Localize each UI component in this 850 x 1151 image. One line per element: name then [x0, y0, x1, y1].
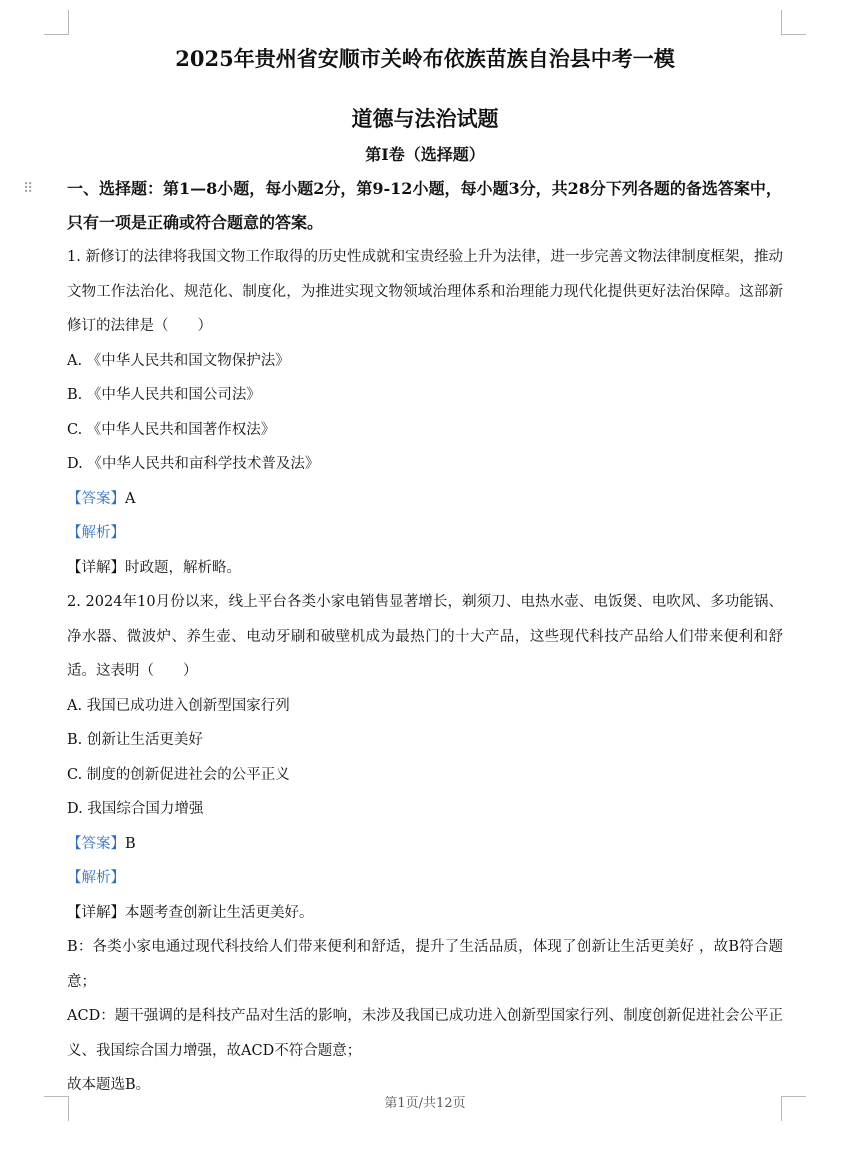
- option-c: C. 《中华人民共和国著作权法》: [67, 421, 276, 438]
- option-d: D. 我国综合国力增强: [67, 801, 204, 817]
- section-heading: [23, 172, 783, 240]
- conclusion: 故本题选B。: [67, 1077, 151, 1093]
- document-subtitle: 道德与法治试题: [351, 106, 499, 131]
- option-c: C. 制度的创新促进社会的公平正义: [67, 766, 290, 783]
- option-a: A. 《中华人民共和国文物保护法》: [67, 352, 290, 369]
- answer-line: [67, 827, 783, 862]
- analysis-tag: 【解析】: [67, 525, 125, 541]
- option-b: B. 创新让生活更美好: [67, 732, 203, 748]
- question-stem: 1. 新修订的法律将我国文物工作取得的历史性成就和宝贵经验上升为法律，进一步完善文物法律制度框架，推动文物工作法治化、规范化、制度化，为推进实现文物领域治理体系和治理能力现代化提供更好法治保障。这部新修订的法律是（ ）: [67, 249, 783, 334]
- answer-line: [67, 482, 783, 517]
- option-a: A. 我国已成功进入创新型国家行列: [67, 697, 290, 714]
- drag-handle-icon[interactable]: ⠿: [23, 181, 33, 197]
- corner-mark-top-left: [44, 10, 69, 35]
- explanation-b: B：各类小家电通过现代科技给人们带来便利和舒适，提升了生活品质，体现了创新让生活更美好 ，故B符合题意；: [67, 939, 783, 990]
- corner-mark-top-right: [781, 10, 806, 35]
- analysis-tag: 【解析】: [67, 870, 125, 886]
- question-2: [67, 585, 783, 1103]
- volume-heading: 第I卷（选择题）: [365, 145, 485, 164]
- document-title: 2025年贵州省安顺市关岭布依族苗族自治县中考一模: [175, 46, 675, 71]
- explanation-acd: ACD：题干强调的是科技产品对生活的影响，未涉及我国已成功进入创新型国家行列、制度创新促进社会公平正义、我国综合国力增强，故ACD不符合题意；: [67, 1008, 783, 1059]
- page-number-footer: 第1页/共12页: [384, 1096, 466, 1111]
- question-1: [67, 240, 783, 585]
- detail-text: 【详解】本题考查创新让生活更美好。: [67, 904, 314, 921]
- document-page: [23, 40, 783, 1103]
- answer-value: B: [125, 835, 136, 852]
- answer-tag: 【答案】: [67, 490, 125, 507]
- answer-value: A: [125, 490, 136, 507]
- option-d: D. 《中华人民共和亩科学技术普及法》: [67, 456, 320, 472]
- detail-text: 【详解】时政题，解析略。: [67, 559, 241, 576]
- question-stem: 2. 2024年10月份以来，线上平台各类小家电销售显著增长，剃须刀、电热水壶、电饭煲、电吹风、多功能锅、净水器、微波炉、养生壶、电动牙刷和破壁机成为最热门的十大产品，这些现代科技产品给人们带来便利和舒适。这表明（ ）: [67, 594, 783, 679]
- answer-tag: 【答案】: [67, 835, 125, 852]
- section-heading-text: 一、选择题：第1—8小题，每小题2分，第9-12小题，每小题3分，共28分下列各题的备选答案中，只有一项是正确或符合题意的答案。: [67, 179, 782, 232]
- option-b: B. 《中华人民共和国公司法》: [67, 387, 261, 403]
